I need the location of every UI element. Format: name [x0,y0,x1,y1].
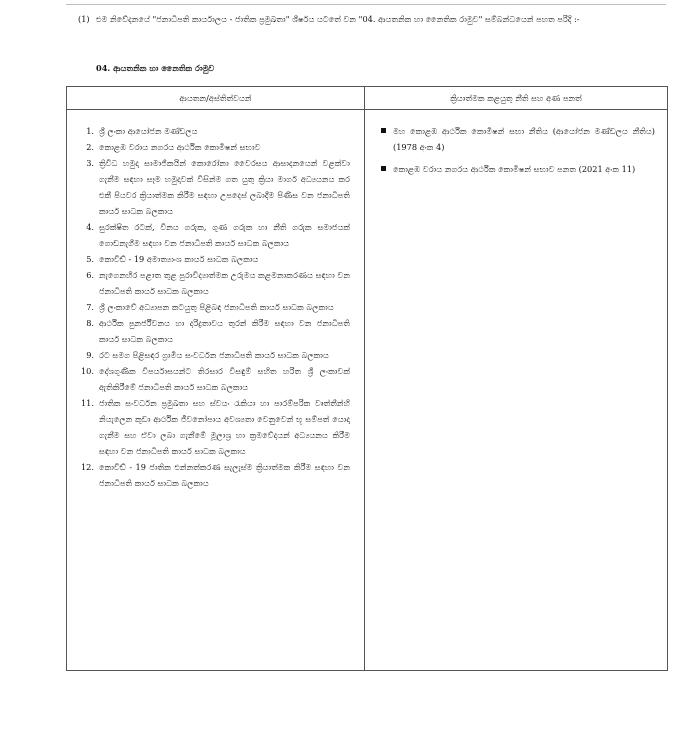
institution-item [67,267,364,299]
item-number: 8. [86,318,94,328]
item-text: ශ්‍රී ලංකාවේ අධ්‍යාපන කටයුතු පිළිබඳ ජනාධිපති කාර්ය සාධක බලකාය [99,302,334,312]
header-laws: ක්‍රියාත්මක කළයුතු නීති සහ අණ පනත් [450,93,582,103]
item-number: 7. [86,302,94,312]
item-number: 12. [80,462,94,472]
item-number: 11. [80,398,94,408]
institution-item [67,315,364,347]
item-text: කොවිඩ් - 19 අමාත්‍යාංශ කාර්ය සාධක බලකාය [99,254,259,264]
institution-item [67,251,364,267]
item-text: ත්‍රිවිධ හමුදා සාමාජිකයින් කොරෝනා වෛරසය ආසාදනයෙන් වළක්වා ගැනීම සඳහා සෑම හමුදාවක් විසින්ම ගත යුතු ක්‍රියා මාර්ග අධ්‍යයනය කර එකී පියවර ක්‍රියාත්මක කිරීම සඳහා උපදෙස් ලබාදීම පිණිස වන ජනාධිපති කාර්ය සාධක බලකාය [99,158,350,216]
institutions-list [67,123,364,491]
item-number: 4. [86,222,94,232]
institution-item [67,219,364,251]
top-divider [66,4,666,5]
item-number: 5. [86,254,94,264]
item-text: කොළඹ වරාය නගරය ආර්ථික කොමිෂන් සභාව [99,142,261,152]
intro-number: (1) [78,14,90,24]
item-text: ශ්‍රී ලංකා ආයෝජන මණ්ඩලය [99,126,198,136]
institution-item [67,395,364,459]
institution-item [67,459,364,491]
item-text: ජාතික සංවර්ධන ප්‍රමුඛතා සහ ස්වයං රැකියා හා පාරම්පරික වෘත්තීන්හි නියැලෙන කුඩා ආර්ථික ජීවනෝපාය අවශ්‍යතා වෙනුවෙන් භූ සම්පත් යොදා ගැනීම සහ ඒවා ලබා ගැනීමේ මූලාශ්‍ර හා ක්‍රමවේදයන් අධ්‍යයනය කිරීම සඳහා වන ජනාධිපති කාර්ය සාධක බලකාය [99,398,350,456]
institution-item [67,155,364,219]
item-text: ආර්ථික පුනර්ජීවනය හා දරිද්‍රතාවය තුරන් කිරීම සඳහා වන ජනාධිපති කාර්ය සාධක බලකාය [99,318,350,344]
law-item [365,123,667,155]
law-text: කොළඹ වරාය නගරය ආර්ථික කොමිෂන් සභාව පනත (2021 අංක 11) [393,164,636,174]
item-text: රට සමග පිළිසඳර ග්‍රාමීය සංවර්ධන ජනාධිපති කාර්ය සාධක බලකාය [99,350,329,360]
item-number: 3. [86,158,94,168]
item-number: 2. [86,142,94,152]
header-divider [67,109,667,110]
institution-item [67,347,364,363]
item-text: කොවිඩ් - 19 ජාතික එන්නත්කරණ සැලැස්ම ක්‍රියාත්මක කිරීම සඳහා වන ජනාධිපති කාර්ය සාධක බලකාය [99,462,350,488]
law-item [365,161,667,177]
section-title: 04. ආයතනික හා නෛතික රාමුව [96,63,215,73]
intro-paragraph [78,12,668,26]
item-number: 9. [86,350,94,360]
law-text: මහ කොළඹ ආර්ථික කොමිෂන් සභා නීතිය (ආයෝජන මණ්ඩලය නීතිය) (1978 අංක 4) [393,126,655,152]
institution-item [67,139,364,155]
framework-table [66,86,668,671]
header-institutions: ආයතන/අස්තිත්වයන් [179,93,252,103]
square-bullet-icon [381,166,386,171]
square-bullet-icon [381,128,386,133]
laws-list [365,123,667,183]
item-text: සුරක්ෂිත රටක්, විනය ගරුක, ගුණ ගරුක හා නීති ගරුක සමාජයක් ගොඩනැගීම සඳහා වන ජනාධිපති කාර්ය සාධක බලකාය [99,222,350,248]
item-number: 6. [86,270,94,280]
institution-item [67,363,364,395]
item-number: 1. [86,126,94,136]
item-text: නැගෙනහිර පළාත තුළ පුරාවිද්‍යාත්මක උරුමය කළමනාකරණය සඳහා වන ජනාධිපති කාර්ය සාධක බලකාය [99,270,350,296]
institution-item [67,123,364,139]
intro-text: එම නිවේදනයේ "ජනාධිපති කාර්යාලය - ජාතික ප්‍රමුඛතා" ශීර්ෂය යටතේ වන "04. ආයතනික හා නෛතික රාමුව" සම්බන්ධයෙන් පහත පරිදි :- [96,14,580,24]
item-number: 10. [80,366,94,376]
item-text: දේශගුණික විපර්යාසයන්ට තිරසාර විසඳුම් සහිත හරිත ශ්‍රී ලංකාවක් ඇතිකිරීමේ ජනාධිපති කාර්ය සාධක බලකාය [99,366,350,392]
institution-item [67,299,364,315]
